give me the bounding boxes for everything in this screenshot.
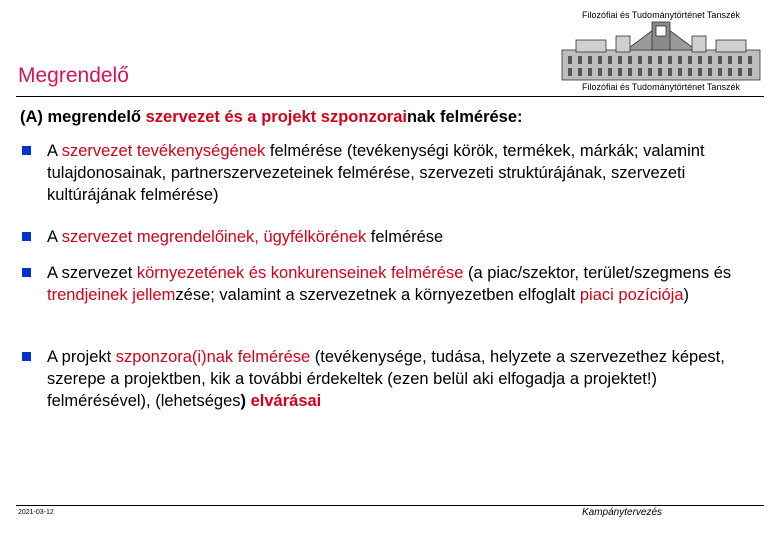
bullet-text-segment: ) [240, 392, 251, 410]
bullet-item-3 [22, 262, 742, 306]
footer-date: 2021-03-12 [18, 509, 54, 516]
bullet-text-segment: szervezet tevékenységének [61, 142, 270, 160]
subtitle-part-1: (A) megrendelő [20, 108, 146, 126]
bullet-text-2 [47, 226, 742, 248]
bullet-text-segment: A [47, 142, 62, 160]
bullet-text-segment: A szervezet [47, 264, 137, 282]
bullet-text-1 [47, 140, 742, 206]
subtitle-part-3: nak felmérése: [406, 108, 523, 126]
bullet-text-segment: elvárásai [250, 392, 322, 410]
bullet-item-1 [22, 140, 742, 206]
bullet-text-segment: (a piac/szektor, terület/szegmens és [467, 264, 732, 282]
bullet-text-segment: szponzora(i)nak felmérése [115, 348, 315, 366]
footer-divider [16, 505, 764, 506]
slide-subtitle [20, 108, 523, 127]
square-bullet-icon [22, 232, 31, 241]
bullet-item-4 [22, 346, 742, 412]
bullet-text-segment: szervezet megrendelőinek, ügyfélkörének [61, 228, 371, 246]
bullet-item-2 [22, 226, 742, 248]
bullet-text-segment: felmérése [370, 228, 444, 246]
square-bullet-icon [22, 146, 31, 155]
bullet-text-3 [47, 262, 742, 306]
bullet-text-segment: A projekt [47, 348, 116, 366]
slide-title: Megrendelő [18, 64, 129, 87]
bullet-text-segment: felmérése (tevékenységi körök, termékek, márkák; valamint tulajdonosainak, partnerszervezeteinek felmérése, szervezeti struktúrájának, szervezeti kultúrájának felmérése) [47, 142, 705, 204]
subtitle-part-2-highlight: szervezet és a projekt szponzorai [145, 108, 407, 126]
bullet-text-segment: zése; valamint a szervezetnek a környezetben elfoglalt [175, 286, 580, 304]
logo-caption-bottom: Filozófiai és Tudománytörténet Tanszék [582, 82, 740, 92]
logo-caption-top: Filozófiai és Tudománytörténet Tanszék [582, 10, 740, 20]
bullet-text-segment: trendjeinek jellem [47, 286, 176, 304]
bullet-text-segment: A [47, 228, 62, 246]
department-logo [556, 10, 766, 96]
square-bullet-icon [22, 352, 31, 361]
footer-course-name: Kampánytervezés [582, 507, 663, 518]
square-bullet-icon [22, 268, 31, 277]
bullet-text-4 [47, 346, 742, 412]
header-divider [16, 96, 764, 97]
bullet-text-segment: ) [683, 286, 690, 304]
bullet-text-segment: környezetének és konkurenseinek felmérése [136, 264, 468, 282]
bullet-text-segment: (tevékenysége, tudása, helyzete a szervezethez képest, szerepe a projektben, kik a további érdekeltek (ezen belül aki elfogadja a projektet!) felmérésével), (lehetséges [47, 348, 725, 410]
bullet-text-segment: piaci pozíciója [579, 286, 684, 304]
